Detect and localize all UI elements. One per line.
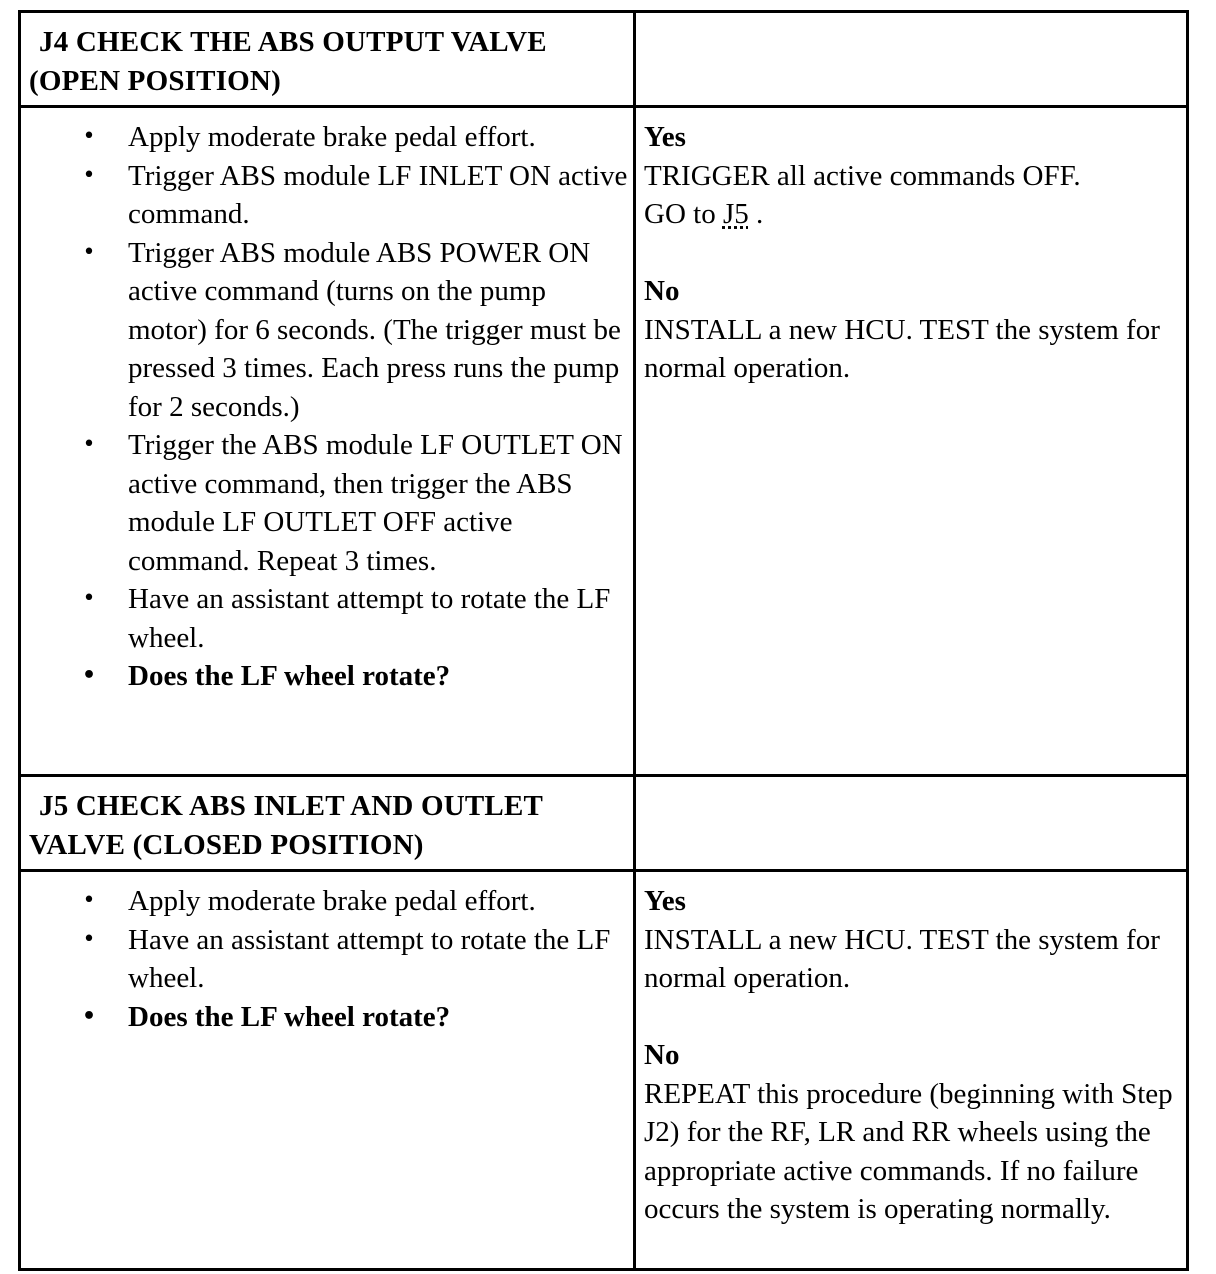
action-text: Trigger ABS module ABS POWER ON active command (turns on the pump motor) for 6 seconds. (The trigger must be pressed 3 times. Each press runs the pump for 2 seconds.) bbox=[128, 236, 621, 423]
list-item bbox=[21, 921, 629, 998]
list-item bbox=[21, 426, 629, 580]
spacer bbox=[644, 234, 1180, 273]
no-label: No bbox=[644, 1039, 680, 1071]
step-j4-header-empty-cell bbox=[635, 12, 1188, 107]
step-j4-title-line1: J4 CHECK THE ABS OUTPUT VALVE bbox=[39, 26, 547, 58]
spacer bbox=[644, 998, 1180, 1037]
bullet-icon: • bbox=[82, 926, 96, 952]
diagnostic-table bbox=[18, 10, 1189, 1271]
step-j5-header-row bbox=[20, 776, 1188, 871]
yes-label: Yes bbox=[644, 885, 686, 917]
list-item bbox=[21, 882, 629, 921]
step-j5-title-cell bbox=[20, 776, 635, 871]
step-j5-results bbox=[636, 872, 1186, 1229]
goto-j5-link[interactable]: J5 bbox=[722, 198, 749, 230]
list-item bbox=[21, 580, 629, 657]
step-j4-body-row bbox=[20, 107, 1188, 776]
action-text: Apply moderate brake pedal effort. bbox=[128, 885, 536, 917]
bullet-icon: • bbox=[82, 888, 96, 913]
action-text: Apply moderate brake pedal effort. bbox=[128, 121, 536, 153]
bullet-icon: • bbox=[82, 586, 96, 611]
no-text: INSTALL a new HCU. TEST the system for normal operation. bbox=[644, 313, 1160, 384]
step-j4-results-cell bbox=[635, 107, 1188, 776]
step-j4-results bbox=[636, 108, 1186, 388]
step-j5-title-line1: J5 CHECK ABS INLET AND OUTLET bbox=[39, 790, 544, 822]
list-item bbox=[21, 234, 629, 427]
bullet-icon: • bbox=[81, 1003, 97, 1029]
action-text: Trigger the ABS module LF OUTLET ON active command, then trigger the ABS module LF OUTLET OFF active command. Repeat 3 times. bbox=[128, 429, 623, 577]
step-j5-title-line2: VALVE (CLOSED POSITION) bbox=[29, 828, 424, 861]
step-j5-actions-cell bbox=[20, 871, 635, 1270]
yes-text: INSTALL a new HCU. TEST the system for normal operation. bbox=[644, 923, 1160, 994]
yes-text: TRIGGER all active commands OFF. bbox=[644, 159, 1081, 192]
bullet-icon: • bbox=[81, 663, 97, 688]
bullet-icon: • bbox=[82, 124, 96, 149]
step-j4-header-row bbox=[20, 12, 1188, 107]
action-text: Have an assistant attempt to rotate the LF wheel. bbox=[128, 583, 611, 654]
question-text: Does the LF wheel rotate? bbox=[128, 660, 451, 692]
step-j5-title bbox=[21, 777, 633, 864]
step-j5-question bbox=[21, 998, 629, 1037]
bullet-icon: • bbox=[82, 162, 96, 188]
step-j4-actions-cell bbox=[20, 107, 635, 776]
no-label: No bbox=[644, 275, 680, 307]
action-text: Have an assistant attempt to rotate the LF wheel. bbox=[128, 923, 611, 994]
bullet-icon: • bbox=[82, 239, 96, 265]
goto-prefix: GO to bbox=[644, 198, 723, 230]
step-j5-action-list bbox=[21, 872, 633, 1036]
step-j4-title-cell bbox=[20, 12, 635, 107]
step-j4-title-line2: (OPEN POSITION) bbox=[29, 64, 281, 97]
step-j5-body-row bbox=[20, 871, 1188, 1270]
yes-label: Yes bbox=[644, 121, 686, 153]
step-j5-results-cell bbox=[635, 871, 1188, 1270]
step-j4-question bbox=[21, 657, 629, 696]
step-j4-title bbox=[21, 13, 633, 100]
step-j4-action-list bbox=[21, 108, 633, 696]
goto-suffix: . bbox=[748, 198, 764, 230]
no-text: REPEAT this procedure (beginning with Step J2) for the RF, LR and RR wheels using the appropriate active commands. If no failure occurs the system is operating normally. bbox=[644, 1077, 1173, 1225]
step-j5-header-empty-cell bbox=[635, 776, 1188, 871]
action-text: Trigger ABS module LF INLET ON active command. bbox=[128, 159, 628, 230]
list-item bbox=[21, 157, 629, 234]
question-text: Does the LF wheel rotate? bbox=[128, 1000, 451, 1033]
list-item bbox=[21, 118, 629, 157]
bullet-icon: • bbox=[82, 432, 96, 457]
yes-goto bbox=[644, 195, 1180, 234]
